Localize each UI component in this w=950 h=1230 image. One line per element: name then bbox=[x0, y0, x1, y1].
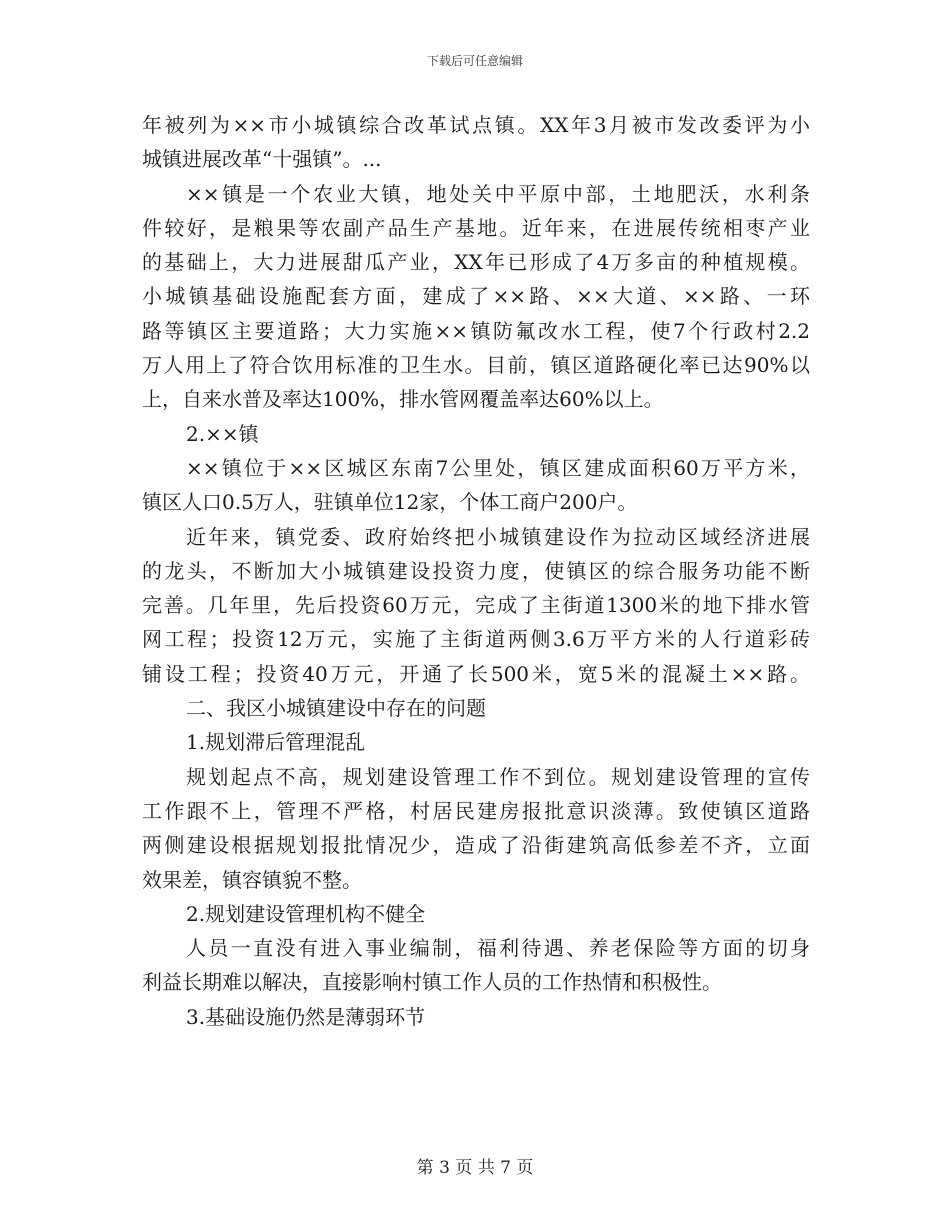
text-line: 效果差，镇容镇貌不整。 bbox=[142, 867, 362, 892]
section-heading: 2.××镇 bbox=[186, 421, 259, 446]
text-line: 近年来，镇党委、政府始终把小城镇建设作为拉动区域经济进展 bbox=[186, 524, 810, 549]
page-number: 第 3 页 共 7 页 bbox=[416, 1158, 534, 1178]
text-line: 城镇进展改革“十强镇”。... bbox=[142, 147, 382, 172]
text-line: 路等镇区主要道路；大力实施××镇防氟改水工程，使7个行政村2.2 bbox=[142, 318, 810, 343]
text-line: 完善。几年里，先后投资60万元，完成了主街道1300米的地下排水管 bbox=[142, 593, 810, 618]
text-line: 年被列为××市小城镇综合改革试点镇。XX年3月被市发改委评为小 bbox=[142, 113, 810, 137]
text-line: 的龙头，不断加大小城镇建设投资力度，使镇区的综合服务功能不断 bbox=[142, 558, 810, 583]
text-line: 网工程；投资12万元，实施了主街道两侧3.6万平方米的人行道彩砖 bbox=[142, 627, 810, 652]
section-heading: 二、我区小城镇建设中存在的问题 bbox=[186, 696, 486, 721]
text-line: 的基础上，大力进展甜瓜产业，XX年已形成了4万多亩的种植规模。 bbox=[142, 250, 810, 275]
section-heading: 1.规划滞后管理混乱 bbox=[186, 730, 366, 755]
text-line: 上，自来水普及率达100%，排水管网覆盖率达60%以上。 bbox=[142, 387, 664, 412]
text-line: 小城镇基础设施配套方面，建成了××路、××大道、××路、一环 bbox=[142, 284, 810, 309]
section-heading: 2.规划建设管理机构不健全 bbox=[186, 901, 426, 926]
text-line: 规划起点不高，规划建设管理工作不到位。规划建设管理的宣传 bbox=[186, 764, 810, 789]
text-line: ××镇位于××区城区东南7公里处，镇区建成面积60万平方米， bbox=[186, 455, 810, 480]
text-line: 万人用上了符合饮用标准的卫生水。目前，镇区道路硬化率已达90%以 bbox=[142, 353, 810, 378]
text-line: 件较好，是粮果等农副产品生产基地。近年来，在进展传统相枣产业 bbox=[142, 215, 810, 240]
document-body bbox=[142, 108, 810, 1034]
text-line: 两侧建设根据规划报批情况少，造成了沿街建筑高低参差不齐，立面 bbox=[142, 833, 810, 858]
text-line: ××镇是一个农业大镇，地处关中平原中部，土地肥沃，水利条 bbox=[186, 181, 810, 206]
text-line: 铺设工程；投资40万元，开通了长500米，宽5米的混凝土××路。 bbox=[142, 661, 810, 686]
section-heading: 3.基础设施仍然是薄弱环节 bbox=[186, 1004, 426, 1029]
text-line: 利益长期难以解决，直接影响村镇工作人员的工作热情和积极性。 bbox=[142, 970, 722, 995]
page-header: 下载后可任意编辑 bbox=[426, 54, 523, 68]
text-line: 工作跟不上，管理不严格，村居民建房报批意识淡薄。致使镇区道路 bbox=[142, 798, 810, 823]
text-line: 人员一直没有进入事业编制，福利待遇、养老保险等方面的切身 bbox=[186, 936, 810, 961]
text-line: 镇区人口0.5万人，驻镇单位12家，个体工商户200户。 bbox=[142, 490, 638, 515]
